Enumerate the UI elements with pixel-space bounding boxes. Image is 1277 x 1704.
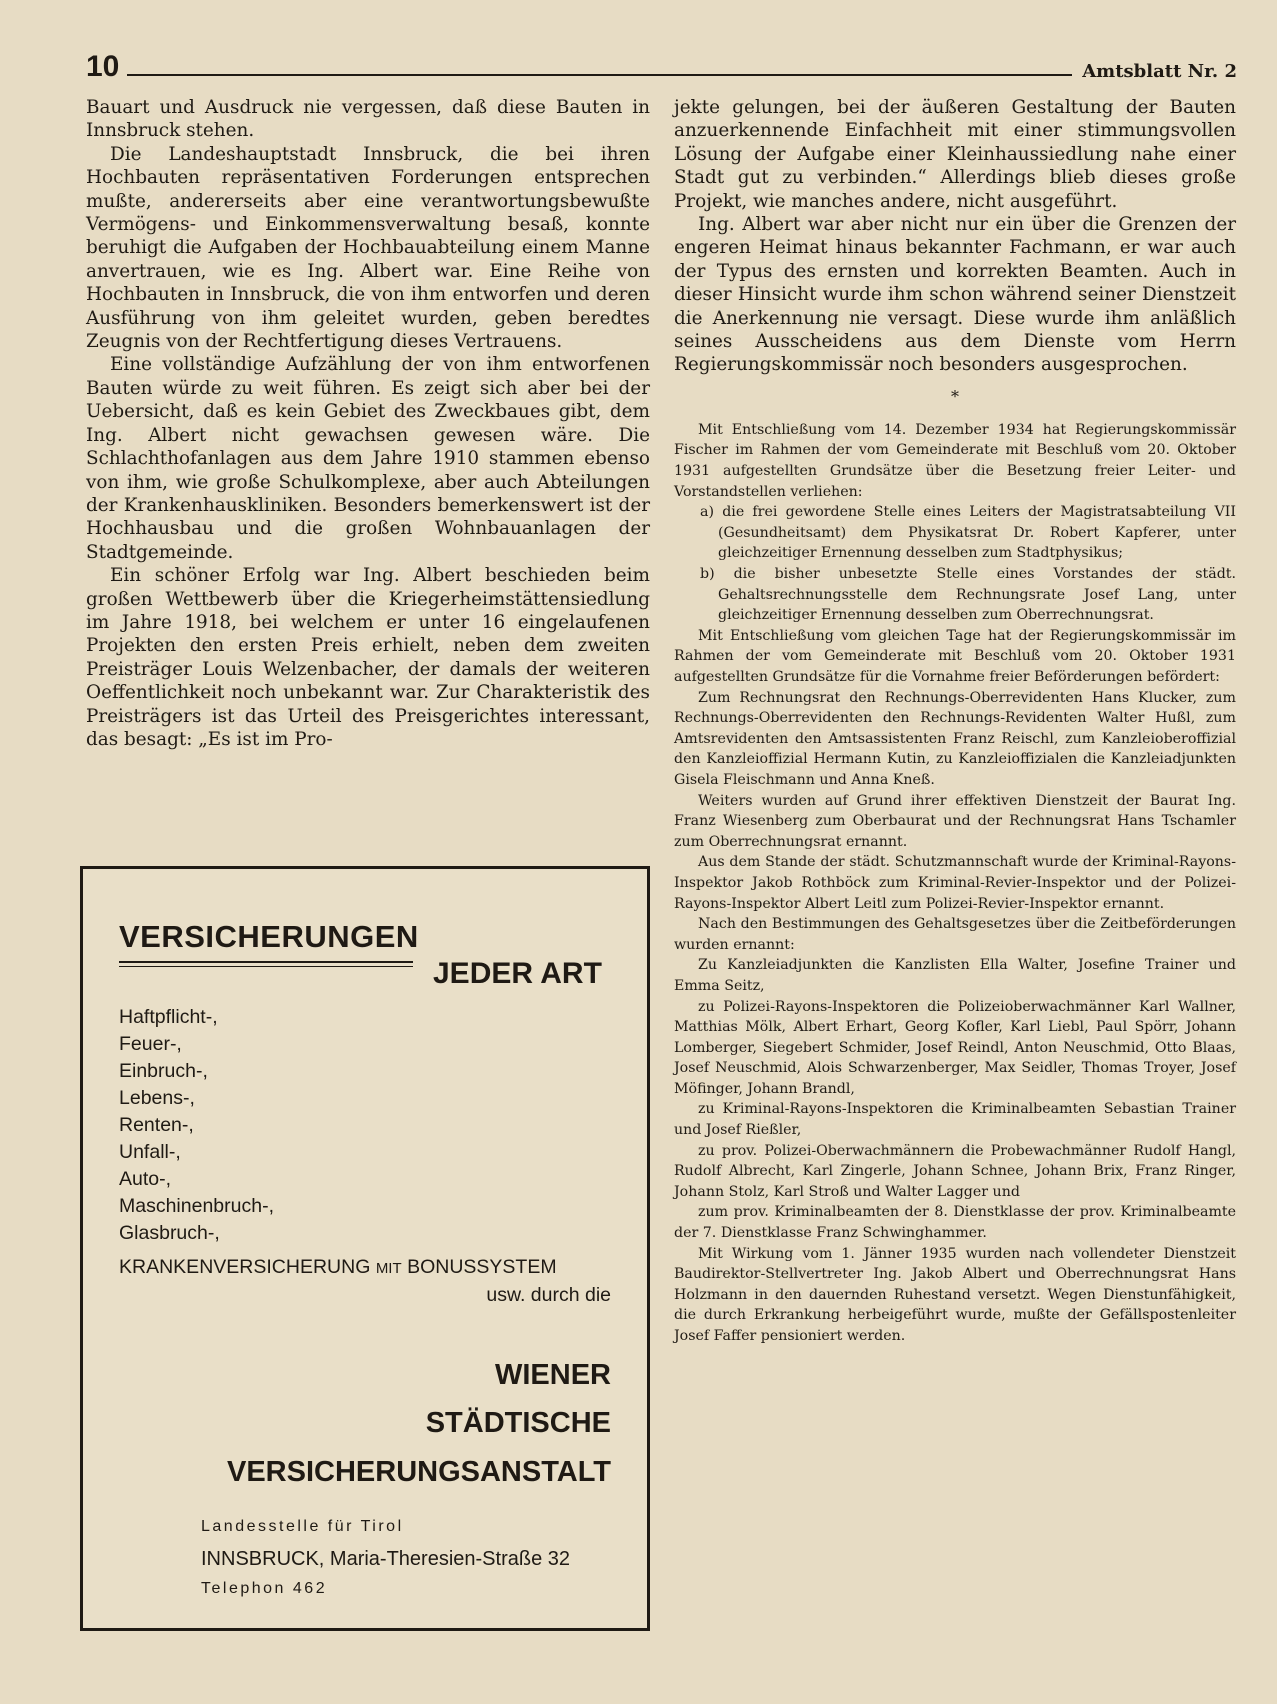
notice-paragraph: Weiters wurden auf Grund ihrer effektiven Dienstzeit der Baurat Ing. Franz Wiesenberg zum Oberbaurat und der Rechnungsrat Hans Tschamler zum Oberrechnungsrat ernannt.	[674, 792, 1236, 850]
notice-paragraph: Zum Rechnungsrat den Rechnungs-Oberrevidenten Hans Klucker, zum Rechnungs-Oberrevidenten den Rechnungs-Revidenten Walter Hußl, zum Amtsrevidenten den Amtsassistenten Franz Reischl, zum Kanzleioberoffizial den Kanzleioffizial Hermann Kutin, zu Kanzleioffizialen die Kanzleiadjunkten Gisela Fleischmann und Anna Kneß.	[674, 689, 1236, 788]
left-paragraph: Ein schöner Erfolg war Ing. Albert beschieden beim großen Wettbewerb über die Kriegerheimstättensiedlung im Jahre 1918, bei welchem er unter 16 eingelaufenen Projekten den ersten Preis erhielt, neben dem zweiten Preisträger Louis Welzenbacher, der damals der weiteren Oeffentlichkeit noch unbekannt war. Zur Charakteristik des Preisträgers ist das Urteil des Preisgerichtes interessant, das besagt: „Es ist im Pro-	[86, 565, 650, 750]
ad-rule	[119, 961, 413, 963]
notice-intro: Mit Entschließung vom 14. Dezember 1934 hat Regierungskommissär Fischer im Rahmen der vom Gemeinderate mit Beschluß vom 20. Oktober 1931 aufgestellten Grundsätze über die Besetzung freier Leiter- und Vorstandstellen verliehen:	[674, 421, 1236, 500]
ad-usw: usw. durch die	[486, 1284, 611, 1306]
left-paragraph: Die Landeshauptstadt Innsbruck, die bei ihren Hochbauten repräsentativen Forderungen entsprechen mußte, andererseits aber eine verantwortungsbewußte Vermögens- und Einkommensverwaltung besaß, konnte beruhigt die Aufgaben der Hochbauabteilung einem Manne anvertrauen, wie es Ing. Albert war. Eine Reihe von Hochbauten in Innsbruck, die von ihm entworfen und deren Ausführung von ihm geleitet wurden, geben beredtes Zeugnis von der Rechtfertigung dieses Vertrauens.	[86, 143, 650, 353]
page-number: 10	[86, 50, 120, 83]
ad-company-name-3: VERSICHERUNGSANSTALT	[227, 1456, 611, 1488]
right-column	[674, 96, 1236, 1347]
ad-insurance-item: Glasbruch-,	[119, 1222, 220, 1244]
ad-subtitle: JEDER ART	[433, 957, 602, 990]
ad-insurance-item: Lebens-,	[119, 1087, 195, 1109]
insurance-advertisement	[80, 866, 650, 1631]
ad-title: VERSICHERUNGEN	[119, 919, 419, 954]
publication-title: Amtsblatt Nr. 2	[1082, 61, 1237, 82]
notice-paragraph: zu Polizei-Rayons-Inspektoren die Polizeioberwachmänner Karl Wallner, Matthias Mölk, Albert Erhart, Georg Kofler, Karl Liebl, Paul Spörr, Johann Lomberger, Siegebert Schmider, Josef Reindl, Anton Neuschmid, Otto Blaas, Josef Neuschmid, Alois Schwarzenberger, Max Seidler, Thomas Troyer, Josef Möfinger, Johann Brandl,	[674, 998, 1236, 1097]
ad-company-name-1: WIENER	[495, 1359, 611, 1391]
right-paragraph: jekte gelungen, bei der äußeren Gestaltung der Bauten anzuerkennende Einfachheit mit einer stimmungsvollen Lösung der Aufgabe einer Kleinhaussiedlung nahe einer Stadt gut zu verbinden.“ Allerdings blieb dieses große Projekt, wie manches andere, nicht ausgeführt.	[674, 97, 1236, 212]
ad-insurance-item: Feuer-,	[119, 1033, 182, 1055]
ad-insurance-item: Unfall-,	[119, 1141, 181, 1163]
ad-kranken-b: BONUSSYSTEM	[407, 1256, 557, 1278]
ad-insurance-item: Einbruch-,	[119, 1060, 208, 1082]
ad-address: INNSBRUCK, Maria-Theresien-Straße 32	[201, 1548, 570, 1570]
ad-insurance-item: Haftpflicht-,	[119, 1006, 218, 1028]
notice-paragraph: Nach den Bestimmungen des Gehaltsgesetzes über die Zeitbeförderungen wurden ernannt:	[674, 916, 1236, 953]
notice-paragraph: zu Kriminal-Rayons-Inspektoren die Kriminalbeamten Sebastian Trainer und Josef Rießler,	[674, 1101, 1236, 1139]
notice-paragraph: zu prov. Polizei-Oberwachmännern die Probewachmänner Rudolf Hangl, Rudolf Albrecht, Karl Zingerle, Johann Schnee, Johann Brix, Franz Ringer, Johann Stolz, Karl Stroß und Walter Lagger und	[674, 1142, 1236, 1200]
notice-paragraph: Mit Wirkung vom 1. Jänner 1935 wurden nach vollendeter Dienstzeit Baudirektor-Stellvertreter Ing. Jakob Albert und Oberrechnungsrat Hans Holzmann in den dauernden Ruhestand versetzt. Wegen Dienstunfähigkeit, die durch Erkrankung herbeigeführt wurde, mußte der Gefällspostenleiter Josef Faffer pensioniert werden.	[674, 1245, 1236, 1344]
ad-kranken-mit: MIT	[375, 1260, 402, 1277]
notice-list-item: b) die bisher unbesetzte Stelle eines Vorstandes der städt. Gehaltsrechnungsstelle dem Rechnungsrate Josef Lang, unter gleichzeitiger Ernennung desselben zum Oberrechnungsrat.	[700, 566, 1236, 624]
ad-insurance-item: Renten-,	[119, 1114, 194, 1136]
notice-paragraph: Mit Entschließung vom gleichen Tage hat der Regierungskommissär im Rahmen der vom Gemeinderate mit Beschluß vom 20. Oktober 1931 aufgestellten Grundsätze für die Vornahme freier Beförderungen befördert:	[674, 627, 1236, 685]
notice-paragraph: Aus dem Stande der städt. Schutzmannschaft wurde der Kriminal-Rayons-Inspektor Jakob Rothböck zum Kriminal-Revier-Inspektor und der Polizei-Rayons-Inspektor Albert Leitl zum Polizei-Revier-Inspektor ernannt.	[674, 854, 1236, 912]
ad-insurance-item: Auto-,	[119, 1168, 172, 1190]
ad-kranken-a: KRANKENVERSICHERUNG	[119, 1256, 371, 1278]
section-separator: *	[951, 386, 959, 406]
left-column	[86, 96, 650, 751]
notice-list-item: a) die frei gewordene Stelle eines Leiters der Magistratsabteilung VII (Gesundheitsamt) dem Physikatsrat Dr. Robert Kapferer, unter gleichzeitiger Ernennung desselben zum Stadtphysikus;	[700, 504, 1236, 562]
ad-rule	[119, 966, 413, 967]
ad-company-name-2: STÄDTISCHE	[425, 1407, 611, 1439]
notice-paragraph: Zu Kanzleiadjunkten die Kanzlisten Ella Walter, Josefine Trainer und Emma Seitz,	[674, 957, 1236, 994]
ad-insurance-list	[119, 1004, 619, 1247]
ad-office: Landesstelle für Tirol	[201, 1518, 404, 1535]
left-paragraph: Bauart und Ausdruck nie vergessen, daß diese Bauten in Innsbruck stehen.	[86, 97, 650, 142]
notice-paragraph: zum prov. Kriminalbeamten der 8. Dienstklasse der prov. Kriminalbeamte der 7. Dienstklasse Franz Schwinghammer.	[674, 1204, 1236, 1242]
left-paragraph: Eine vollständige Aufzählung der von ihm entworfenen Bauten würde zu weit führen. Es zeigt sich aber bei der Uebersicht, daß es kein Gebiet des Zweckbaues gibt, dem Ing. Albert nicht gewachsen gewesen wäre. Die Schlachthofanlagen aus dem Jahre 1910 stammen ebenso von ihm, wie große Schulkomplexe, aber auch Abteilungen der Krankenhauskliniken. Besonders bemerkenswert ist der Hochhausbau und die großen Wohnbauanlagen der Stadtgemeinde.	[86, 354, 650, 563]
ad-insurance-item: Maschinenbruch-,	[119, 1195, 274, 1217]
ad-phone: Telephon 462	[201, 1580, 328, 1597]
ad-kranken-line	[119, 1256, 557, 1279]
right-paragraph: Ing. Albert war aber nicht nur ein über die Grenzen der engeren Heimat hinaus bekannter Fachmann, er war auch der Typus des ernsten und korrekten Beamten. Auch in dieser Hinsicht wurde ihm schon während seiner Dienstzeit die Anerkennung nie versagt. Diese wurde ihm anläßlich seines Ausscheidens aus dem Dienste vom Herrn Regierungskommissär noch besonders ausgesprochen.	[674, 214, 1236, 376]
page-header	[86, 48, 1237, 82]
header-rule	[127, 74, 1072, 76]
